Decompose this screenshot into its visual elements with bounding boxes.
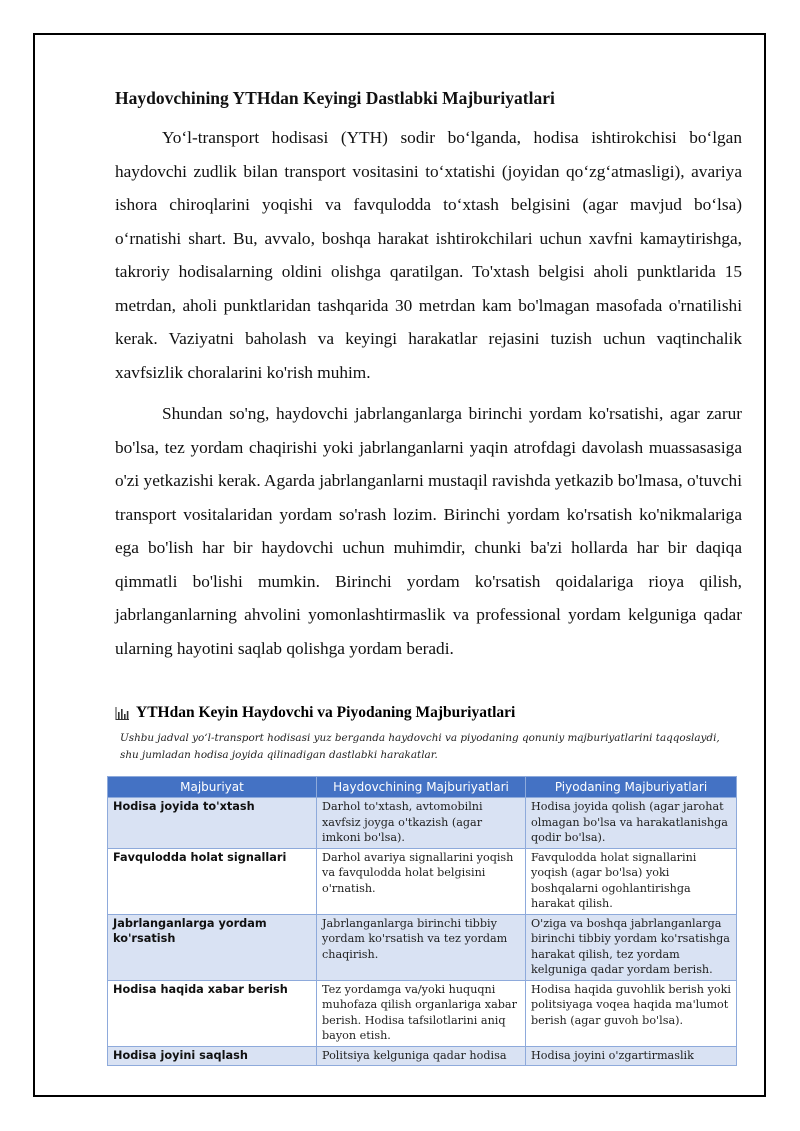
table-heading-text: YTHdan Keyin Haydovchi va Piyodaning Majburiyatlari	[136, 704, 516, 721]
document-body	[115, 84, 742, 665]
table-caption: Ushbu jadval yo‘l-transport hodisasi yuz berganda haydovchi va piyodaning qonuniy majburiyatlarini taqqoslaydi, shu jumladan hodisa joyida qilinadigan dastlabki harakatlar.	[120, 732, 720, 761]
table-heading	[115, 702, 742, 724]
bar-chart-icon	[115, 707, 129, 720]
row-label: Jabrlanganlarga yordam ko'rsatish	[108, 914, 317, 980]
table-cell: Hodisa joyini o'zgartirmaslik	[526, 1046, 737, 1066]
column-header: Majburiyat	[108, 777, 317, 798]
table-cell: Darhol to'xtash, avtomobilni xavfsiz joyga o'tkazish (agar imkoni bo'lsa).	[317, 798, 526, 849]
column-header: Haydovchining Majburiyatlari	[317, 777, 526, 798]
table-cell: O'ziga va boshqa jabrlanganlarga birinchi tibbiy yordam ko'rsatishga harakat qilish, tez yordam kelguniga qadar yordam berish.	[526, 914, 737, 980]
table-cell: Darhol avariya signallarini yoqish va favqulodda holat belgisini o'rnatish.	[317, 848, 526, 914]
table-row	[108, 980, 737, 1046]
table-cell: Jabrlanganlarga birinchi tibbiy yordam ko'rsatish va tez yordam chaqirish.	[317, 914, 526, 980]
table-cell: Hodisa haqida guvohlik berish yoki politsiyaga voqea haqida ma'lumot berish (agar guvoh bo'lsa).	[526, 980, 737, 1046]
paragraph: Shundan so'ng, haydovchi jabrlanganlarga birinchi yordam ko'rsatishi, agar zarur bo'lsa, tez yordam chaqirishi yoki jabrlanganlarni yaqin atrofdagi davolash muassasasiga o'zi yetkazishi kerak. Agarda jabrlanganlarni mustaqil ravishda yetkazib bo'lmasa, o'tuvchi transport vositalaridan yordam so'rash lozim. Birinchi yordam ko'rsatish ko'nikmalariga ega bo'lish har bir haydovchi uchun muhimdir, chunki ba'zi hollarda har bir daqiqa qimmatli bo'lishi mumkin. Birinchi yordam ko'rsatish qoidalariga rioya qilish, jabrlanganlarning ahvolini yomonlashtirmaslik va professional yordam kelguniga qadar ularning hayotini saqlab qolishga yordam beradi.	[115, 404, 742, 658]
table-cell: Hodisa joyida qolish (agar jarohat olmagan bo'lsa va harakatlanishga qodir bo'lsa).	[526, 798, 737, 849]
paragraph: Yo‘l-transport hodisasi (YTH) sodir bo‘lganda, hodisa ishtirokchisi bo‘lgan haydovchi zudlik bilan transport vositasini to‘xtatishi (joyidan qo‘zg‘atmasligi), avariya ishora chiroqlarini yoqishi va favqulodda to‘xtash belgisini (agar mavjud bo‘lsa) o‘rnatishi shart. Bu, avvalo, boshqa harakat ishtirokchilari uchun xavfni kamaytirishga, takroriy hodisalarning oldini olishga qaratilgan. To'xtash belgisi aholi punktlarida 15 metrdan, aholi punktlaridan tashqarida 30 metrdan kam bo'lmagan masofada o'rnatilishi kerak. Vaziyatni baholash va keyingi harakatlar rejasini tuzish uchun vaqtinchalik xavfsizlik choralarini ko'rish muhim.	[115, 128, 742, 382]
row-label: Hodisa haqida xabar berish	[108, 980, 317, 1046]
table-row	[108, 848, 737, 914]
table-header-row	[108, 777, 737, 798]
document-title: Haydovchining YTHdan Keyingi Dastlabki Majburiyatlari	[115, 88, 555, 108]
column-header: Piyodaning Majburiyatlari	[526, 777, 737, 798]
duties-table	[107, 776, 737, 1066]
row-label: Hodisa joyini saqlash	[108, 1046, 317, 1066]
table-section	[115, 702, 742, 764]
table-cell: Politsiya kelguniga qadar hodisa	[317, 1046, 526, 1066]
row-label: Favqulodda holat signallari	[108, 848, 317, 914]
table-row	[108, 914, 737, 980]
table-row	[108, 798, 737, 849]
table-cell: Tez yordamga va/yoki huquqni muhofaza qilish organlariga xabar berish. Hodisa tafsilotlarini aniq bayon etish.	[317, 980, 526, 1046]
row-label: Hodisa joyida to'xtash	[108, 798, 317, 849]
table-row	[108, 1046, 737, 1066]
table-cell: Favqulodda holat signallarini yoqish (agar bo'lsa) yoki boshqalarni ogohlantirishga harakat qilish.	[526, 848, 737, 914]
